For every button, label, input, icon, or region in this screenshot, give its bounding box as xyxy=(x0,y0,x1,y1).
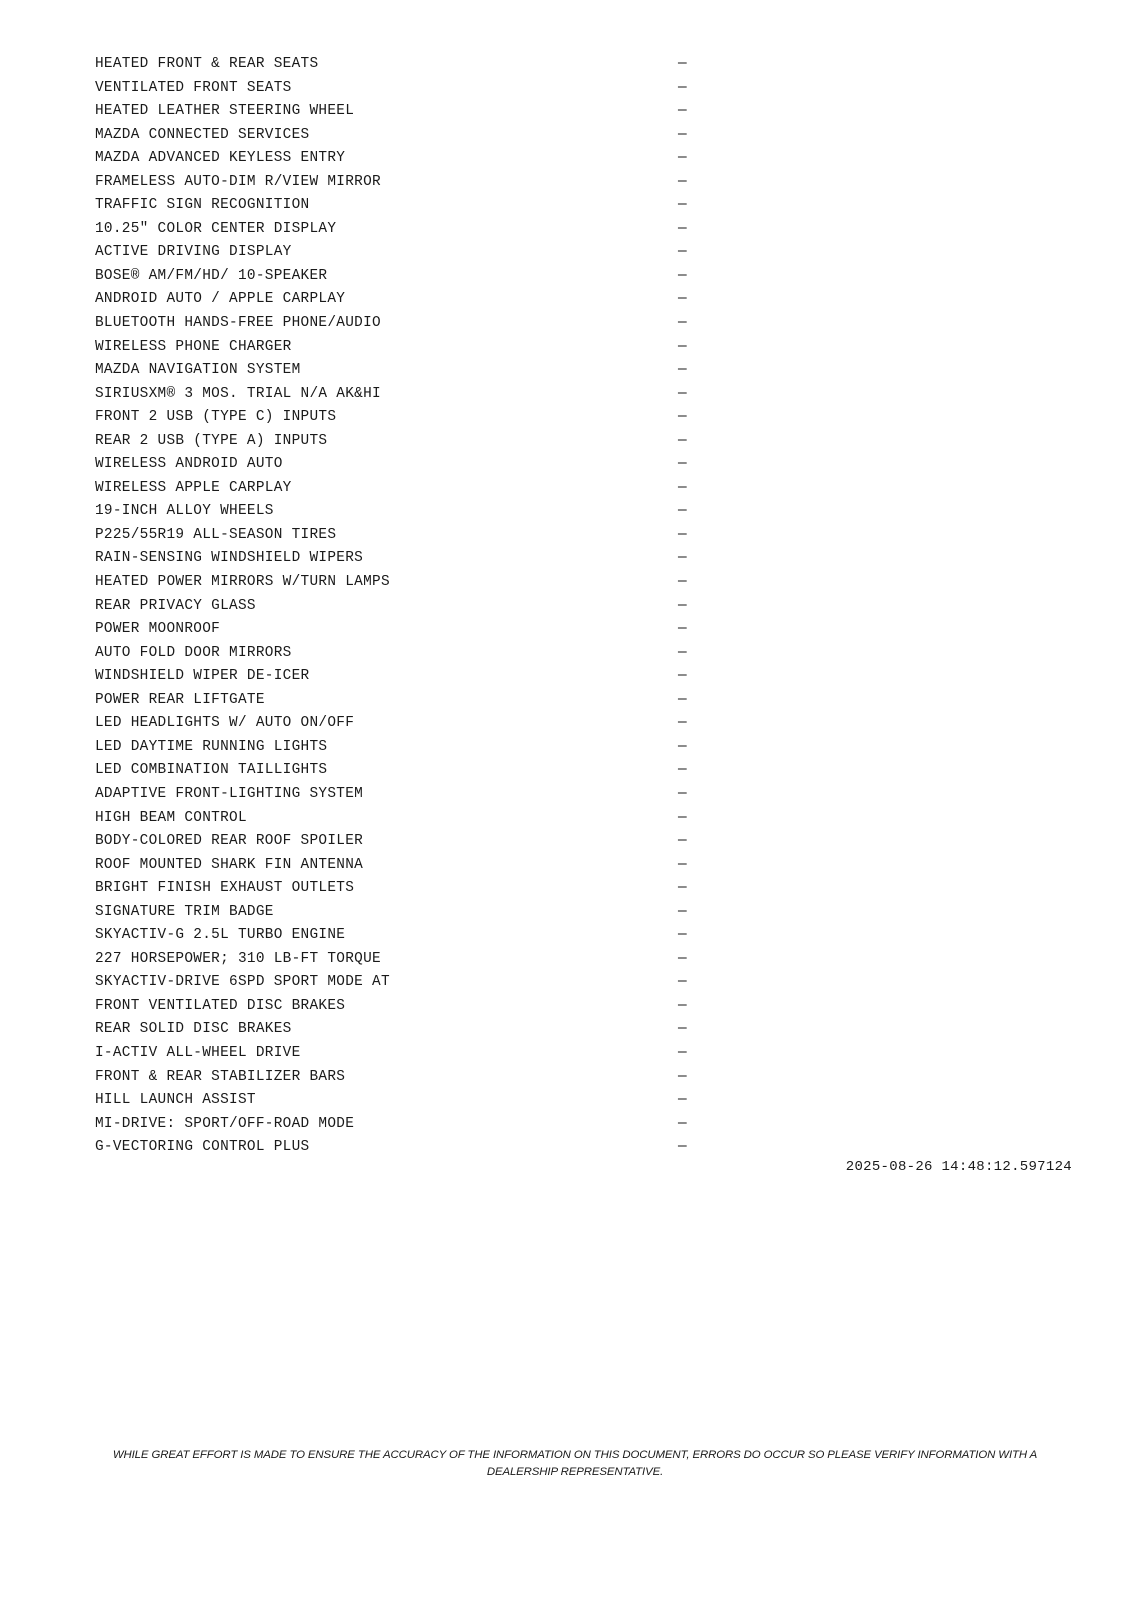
feature-name: SIGNATURE TRIM BADGE xyxy=(95,903,274,920)
feature-name: 10.25" COLOR CENTER DISPLAY xyxy=(95,220,337,237)
feature-value: — xyxy=(678,362,687,379)
feature-value: — xyxy=(678,809,687,826)
feature-value: — xyxy=(678,479,687,496)
feature-row xyxy=(95,1136,695,1160)
feature-name: BLUETOOTH HANDS-FREE PHONE/AUDIO xyxy=(95,315,381,332)
feature-row xyxy=(95,312,695,336)
feature-value: — xyxy=(678,103,687,120)
feature-name: RAIN-SENSING WINDSHIELD WIPERS xyxy=(95,550,364,567)
feature-value: — xyxy=(678,244,687,261)
feature-name: HIGH BEAM CONTROL xyxy=(95,809,247,826)
feature-name: MAZDA CONNECTED SERVICES xyxy=(95,126,310,143)
feature-value: — xyxy=(678,762,687,779)
feature-name: REAR PRIVACY GLASS xyxy=(95,597,256,614)
feature-row xyxy=(95,1066,695,1090)
feature-value: — xyxy=(678,833,687,850)
feature-name: MAZDA NAVIGATION SYSTEM xyxy=(95,362,301,379)
feature-row xyxy=(95,218,695,242)
feature-name: REAR 2 USB (TYPE A) INPUTS xyxy=(95,432,328,449)
feature-name: FRONT 2 USB (TYPE C) INPUTS xyxy=(95,409,337,426)
feature-value: — xyxy=(678,56,687,72)
feature-row xyxy=(95,830,695,854)
feature-value: — xyxy=(678,1068,687,1085)
feature-value: — xyxy=(678,691,687,708)
feature-name: WINDSHIELD WIPER DE-ICER xyxy=(95,668,310,685)
feature-row xyxy=(95,477,695,501)
feature-name: WIRELESS ANDROID AUTO xyxy=(95,456,283,473)
feature-row xyxy=(95,665,695,689)
feature-value: — xyxy=(678,385,687,402)
feature-name: TRAFFIC SIGN RECOGNITION xyxy=(95,197,310,214)
feature-value: — xyxy=(678,432,687,449)
print-timestamp: 2025-08-26 14:48:12.597124 xyxy=(845,1159,1072,1175)
feature-row xyxy=(95,948,695,972)
feature-name: BODY-COLORED REAR ROOF SPOILER xyxy=(95,833,364,850)
feature-value: — xyxy=(678,715,687,732)
feature-value: — xyxy=(678,1139,687,1156)
feature-row xyxy=(95,712,695,736)
feature-name: LED HEADLIGHTS W/ AUTO ON/OFF xyxy=(95,715,355,732)
feature-value: — xyxy=(678,856,687,873)
feature-row xyxy=(95,359,695,383)
feature-name: P225/55R19 ALL-SEASON TIRES xyxy=(95,526,337,543)
feature-name: SKYACTIV-G 2.5L TURBO ENGINE xyxy=(95,927,346,944)
feature-name: LED DAYTIME RUNNING LIGHTS xyxy=(95,738,328,755)
feature-name: LED COMBINATION TAILLIGHTS xyxy=(95,762,328,779)
feature-value: — xyxy=(678,126,687,143)
feature-row xyxy=(95,77,695,101)
feature-value: — xyxy=(678,550,687,567)
feature-row xyxy=(95,406,695,430)
feature-name: ACTIVE DRIVING DISPLAY xyxy=(95,244,292,261)
feature-value: — xyxy=(678,456,687,473)
feature-name: HEATED FRONT & REAR SEATS xyxy=(95,56,319,72)
feature-name: HEATED POWER MIRRORS W/TURN LAMPS xyxy=(95,574,390,591)
feature-value: — xyxy=(678,574,687,591)
feature-name: MAZDA ADVANCED KEYLESS ENTRY xyxy=(95,150,346,167)
feature-value: — xyxy=(678,1092,687,1109)
feature-name: G-VECTORING CONTROL PLUS xyxy=(95,1139,310,1156)
feature-name: SKYACTIV-DRIVE 6SPD SPORT MODE AT xyxy=(95,974,390,991)
feature-row xyxy=(95,807,695,831)
feature-value: — xyxy=(678,503,687,520)
feature-value: — xyxy=(678,291,687,308)
feature-name: 227 HORSEPOWER; 310 LB-FT TORQUE xyxy=(95,950,381,967)
feature-value: — xyxy=(678,927,687,944)
feature-value: — xyxy=(678,79,687,96)
feature-row xyxy=(95,171,695,195)
feature-name: FRONT VENTILATED DISC BRAKES xyxy=(95,997,346,1014)
feature-row xyxy=(95,901,695,925)
feature-row xyxy=(95,147,695,171)
feature-name: AUTO FOLD DOOR MIRRORS xyxy=(95,644,292,661)
feature-name: REAR SOLID DISC BRAKES xyxy=(95,1021,292,1038)
feature-row xyxy=(95,854,695,878)
feature-row xyxy=(95,453,695,477)
feature-row xyxy=(95,288,695,312)
feature-name: HEATED LEATHER STEERING WHEEL xyxy=(95,103,355,120)
feature-row xyxy=(95,877,695,901)
feature-name: FRAMELESS AUTO-DIM R/VIEW MIRROR xyxy=(95,173,381,190)
feature-name: WIRELESS PHONE CHARGER xyxy=(95,338,292,355)
feature-name: ADAPTIVE FRONT-LIGHTING SYSTEM xyxy=(95,785,364,802)
feature-value: — xyxy=(678,150,687,167)
feature-row xyxy=(95,383,695,407)
feature-row xyxy=(95,759,695,783)
feature-row xyxy=(95,547,695,571)
feature-row xyxy=(95,689,695,713)
disclaimer-text: WHILE GREAT EFFORT IS MADE TO ENSURE THE ACCURACY OF THE INFORMATION ON THIS DOCUMENT, ERRORS DO OCCUR SO PLEASE VERIFY INFORMATION WITH A DEALERSHIP REPRESENTATIVE. xyxy=(112,1449,1038,1478)
feature-row xyxy=(95,100,695,124)
feature-row xyxy=(95,783,695,807)
feature-name: SIRIUSXM® 3 MOS. TRIAL N/A AK&HI xyxy=(95,385,381,402)
feature-value: — xyxy=(678,409,687,426)
feature-row xyxy=(95,124,695,148)
feature-name: BOSE® AM/FM/HD/ 10-SPEAKER xyxy=(95,267,328,284)
feature-row xyxy=(95,53,695,77)
feature-value: — xyxy=(678,903,687,920)
feature-value: — xyxy=(678,785,687,802)
feature-row xyxy=(95,194,695,218)
feature-row xyxy=(95,571,695,595)
feature-name: POWER MOONROOF xyxy=(95,621,221,638)
feature-name: MI-DRIVE: SPORT/OFF-ROAD MODE xyxy=(95,1115,355,1132)
feature-row xyxy=(95,1113,695,1137)
feature-row xyxy=(95,1042,695,1066)
feature-row xyxy=(95,336,695,360)
feature-row xyxy=(95,595,695,619)
feature-name: FRONT & REAR STABILIZER BARS xyxy=(95,1068,346,1085)
feature-name: HILL LAUNCH ASSIST xyxy=(95,1092,256,1109)
feature-name: ROOF MOUNTED SHARK FIN ANTENNA xyxy=(95,856,364,873)
feature-row xyxy=(95,1018,695,1042)
feature-value: — xyxy=(678,1115,687,1132)
feature-value: — xyxy=(678,338,687,355)
feature-name: WIRELESS APPLE CARPLAY xyxy=(95,479,292,496)
feature-value: — xyxy=(678,644,687,661)
feature-value: — xyxy=(678,668,687,685)
feature-row xyxy=(95,924,695,948)
feature-row xyxy=(95,995,695,1019)
feature-value: — xyxy=(678,621,687,638)
feature-row xyxy=(95,430,695,454)
feature-value: — xyxy=(678,173,687,190)
feature-value: — xyxy=(678,315,687,332)
feature-row xyxy=(95,1089,695,1113)
feature-row xyxy=(95,971,695,995)
feature-name: 19-INCH ALLOY WHEELS xyxy=(95,503,274,520)
feature-row xyxy=(95,265,695,289)
feature-name: ANDROID AUTO / APPLE CARPLAY xyxy=(95,291,346,308)
feature-name: BRIGHT FINISH EXHAUST OUTLETS xyxy=(95,880,355,897)
feature-name: POWER REAR LIFTGATE xyxy=(95,691,265,708)
feature-name: VENTILATED FRONT SEATS xyxy=(95,79,292,96)
feature-row xyxy=(95,524,695,548)
feature-list xyxy=(95,53,695,1160)
feature-value: — xyxy=(678,738,687,755)
feature-value: — xyxy=(678,1044,687,1061)
feature-row xyxy=(95,736,695,760)
feature-name: I-ACTIV ALL-WHEEL DRIVE xyxy=(95,1044,301,1061)
feature-value: — xyxy=(678,880,687,897)
feature-value: — xyxy=(678,267,687,284)
feature-row xyxy=(95,500,695,524)
feature-row xyxy=(95,642,695,666)
feature-value: — xyxy=(678,1021,687,1038)
feature-value: — xyxy=(678,526,687,543)
feature-value: — xyxy=(678,197,687,214)
feature-value: — xyxy=(678,997,687,1014)
feature-value: — xyxy=(678,597,687,614)
feature-value: — xyxy=(678,974,687,991)
feature-value: — xyxy=(678,950,687,967)
feature-row xyxy=(95,618,695,642)
feature-row xyxy=(95,241,695,265)
feature-value: — xyxy=(678,220,687,237)
